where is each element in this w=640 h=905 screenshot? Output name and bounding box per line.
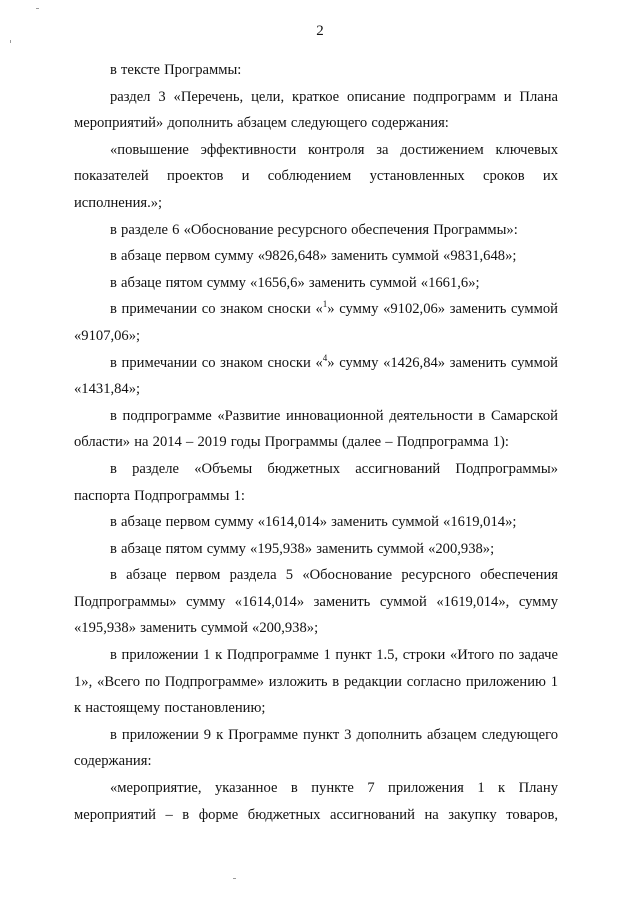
paragraph-with-footnote-ref — [74, 296, 558, 349]
footnote-ref: 4 — [322, 352, 328, 363]
paragraph: в абзаце пятом сумму «1656,6» заменить суммой «1661,6»; — [110, 274, 480, 291]
paragraph-text: в примечании со знаком сноски « — [110, 301, 323, 318]
page-number: 2 — [316, 23, 324, 39]
paragraph: в абзаце пятом сумму «195,938» заменить суммой «200,938»; — [110, 540, 495, 557]
paragraph: раздел 3 «Перечень, цели, краткое описание подпрограмм и Плана мероприятий» дополнить абзацем следующего содержания: — [74, 88, 558, 132]
paragraph-with-footnote-ref — [74, 350, 558, 403]
paragraph: в приложении 1 к Подпрограмме 1 пункт 1.5, строки «Итого по задаче 1», «Всего по Подпрограмме» изложить в редакции согласно приложению 1 к настоящему постановлению; — [74, 647, 558, 717]
paragraph-text: » сумму «9102,06» заменить суммой «9107,06»; — [74, 301, 558, 344]
scan-mark — [10, 40, 11, 43]
paragraph: в абзаце первом сумму «9826,648» заменить суммой «9831,648»; — [110, 248, 517, 265]
paragraph: в абзаце первом сумму «1614,014» заменить суммой «1619,014»; — [110, 514, 517, 531]
paragraph: в тексте Программы: — [110, 62, 242, 78]
scan-mark — [36, 8, 39, 9]
paragraph: в разделе 6 «Обоснование ресурсного обеспечения Программы»: — [110, 221, 518, 238]
scan-mark — [233, 878, 236, 879]
paragraph: в разделе «Объемы бюджетных ассигнований Подпрограммы» паспорта Подпрограммы 1: — [74, 460, 558, 504]
paragraph: «мероприятие, указанное в пункте 7 приложения 1 к Плану мероприятий – в форме бюджетных ассигнований на закупку товаров, — [74, 780, 558, 823]
paragraph: в приложении 9 к Программе пункт 3 дополнить абзацем следующего содержания: — [74, 726, 558, 770]
paragraph-text: » сумму «1426,84» заменить суммой «1431,84»; — [74, 354, 558, 398]
footnote-ref: 1 — [322, 299, 328, 310]
paragraph: в абзаце первом раздела 5 «Обоснование ресурсного обеспечения Подпрограммы» сумму «1614,014» заменить суммой «1619,014», сумму «195,938» заменить суммой «200,938»; — [74, 567, 558, 637]
document-body — [74, 57, 558, 828]
paragraph-text: в примечании со знаком сноски « — [110, 354, 323, 371]
paragraph: в подпрограмме «Развитие инновационной деятельности в Самарской области» на 2014 – 2019 годы Программы (далее – Подпрограмма 1): — [74, 407, 558, 451]
paragraph: «повышение эффективности контроля за достижением ключевых показателей проектов и соблюдением установленных сроков их исполнения.»; — [74, 141, 558, 211]
